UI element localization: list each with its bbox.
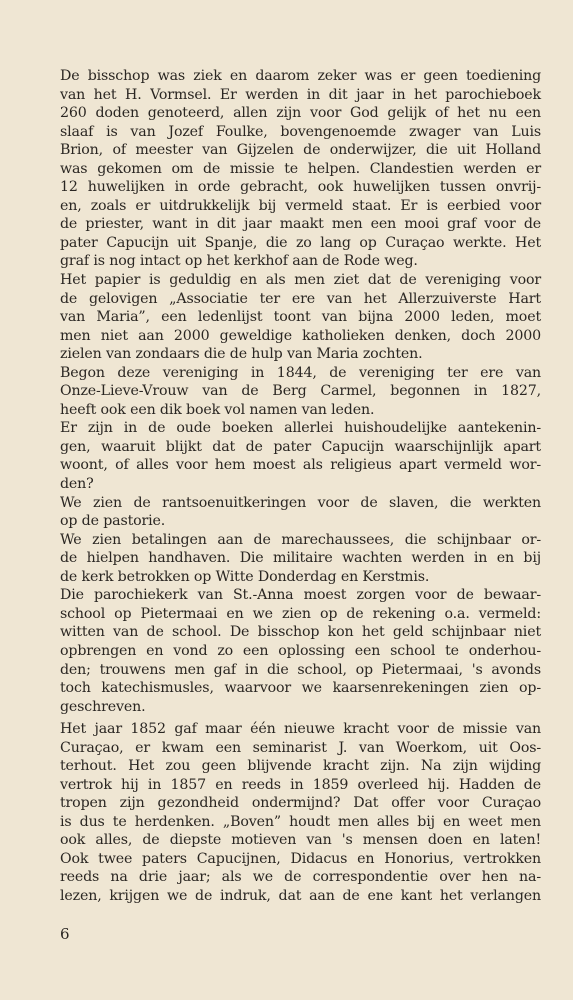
- text-line: school op Pietermaai en we zien op de rekening o.a. vermeld:: [60, 605, 541, 622]
- text-line: We zien de rantsoenuitkeringen voor de slaven, die werkten: [60, 494, 541, 511]
- text-line: den; trouwens men gaf in die school, op Pietermaai, 's avonds: [60, 661, 541, 678]
- text-line: was gekomen om de missie te helpen. Clandestien werden er: [60, 160, 541, 177]
- text-line: ook alles, de diepste motieven van 's mensen doen en laten!: [60, 832, 541, 849]
- text-line: Curaçao, er kwam een seminarist J. van Woerkom, uit Oos-: [60, 739, 541, 756]
- text-line: van Maria”, een ledenlijst toont van bijna 2000 leden, moet: [60, 309, 541, 326]
- text-line: vertrok hij in 1857 en reeds in 1859 overleed hij. Hadden de: [60, 776, 541, 793]
- text-block-2: [60, 720, 541, 905]
- text-line: van het H. Vormsel. Er werden in dit jaar in het parochieboek: [60, 86, 541, 103]
- text-line: pater Capucijn uit Spanje, die zo lang op Curaçao werkte. Het: [60, 234, 541, 251]
- text-line: opbrengen en vond zo een oplossing een school te onderhou-: [60, 642, 541, 659]
- text-line: de priester, want in dit jaar maakt men een mooi graf voor de: [60, 216, 541, 233]
- text-line: Het jaar 1852 gaf maar één nieuwe kracht voor de missie van: [60, 721, 541, 737]
- text-line: Ook twee paters Capucijnen, Didacus en Honorius, vertrokken: [60, 850, 541, 867]
- text-line: tropen zijn gezondheid ondermijnd? Dat offer voor Curaçao: [60, 795, 541, 812]
- text-line: is dus te herdenken. „Boven” houdt men alles bij en weet men: [60, 813, 541, 830]
- text-block-1: [60, 67, 541, 716]
- text-line: Het papier is geduldig en als men ziet dat de vereniging voor: [60, 272, 541, 289]
- text-line: den?: [60, 476, 94, 493]
- text-line: op de pastorie.: [60, 513, 166, 530]
- text-line: zielen van zondaars die de hulp van Maria zochten.: [60, 346, 423, 363]
- text-line: graf is nog intact op het kerkhof aan de Rode weg.: [60, 253, 418, 270]
- text-line: We zien betalingen aan de marechaussees, die schijnbaar or-: [60, 531, 541, 548]
- text-line: 260 doden genoteerd, allen zijn voor God gelijk of het nu een: [60, 105, 541, 122]
- text-line: 12 huwelijken in orde gebracht, ook huwelijken tussen onvrij-: [60, 179, 541, 196]
- text-line: terhout. Het zou geen blijvende kracht zijn. Na zijn wijding: [60, 758, 541, 775]
- text-line: reeds na drie jaar; als we de correspondentie over hen na-: [60, 869, 541, 886]
- text-line: toch katechismusles, waarvoor we kaarsenrekeningen zien op-: [60, 680, 541, 697]
- text-line: woont, of alles voor hem moest als religieus apart vermeld wor-: [60, 457, 541, 474]
- text-line: Brion, of meester van Gijzelen de onderwijzer, die uit Holland: [60, 142, 541, 159]
- page-number: 6: [60, 925, 70, 943]
- text-line: geschreven.: [60, 698, 146, 715]
- text-line: lezen, krijgen we de indruk, dat aan de ene kant het verlangen: [60, 887, 541, 904]
- text-line: slaaf is van Jozef Foulke, bovengenoemde zwager van Luis: [60, 123, 541, 140]
- text-line: de gelovigen „Associatie ter ere van het Allerzuiverste Hart: [60, 290, 541, 307]
- text-line: gen, waaruit blijkt dat de pater Capucijn waarschijnlijk apart: [60, 438, 541, 455]
- text-line: men niet aan 2000 geweldige katholieken denken, doch 2000: [60, 327, 541, 344]
- text-line: Die parochiekerk van St.-Anna moest zorgen voor de bewaar-: [60, 587, 541, 604]
- text-line: heeft ook een dik boek vol namen van leden.: [60, 401, 375, 418]
- text-line: witten van de school. De bisschop kon het geld schijnbaar niet: [60, 624, 541, 641]
- text-line: De bisschop was ziek en daarom zeker was er geen toediening: [60, 68, 541, 84]
- text-line: de hielpen handhaven. Die militaire wachten werden in en bij: [60, 550, 541, 567]
- text-line: Er zijn in de oude boeken allerlei huishoudelijke aantekenin-: [60, 420, 541, 437]
- text-line: Begon deze vereniging in 1844, de vereniging ter ere van: [60, 364, 541, 381]
- text-line: en, zoals er uitdrukkelijk bij vermeld staat. Er is eerbied voor: [60, 197, 541, 214]
- text-line: de kerk betrokken op Witte Donderdag en Kerstmis.: [60, 568, 430, 585]
- text-line: Onze-Lieve-Vrouw van de Berg Carmel, begonnen in 1827,: [60, 383, 541, 400]
